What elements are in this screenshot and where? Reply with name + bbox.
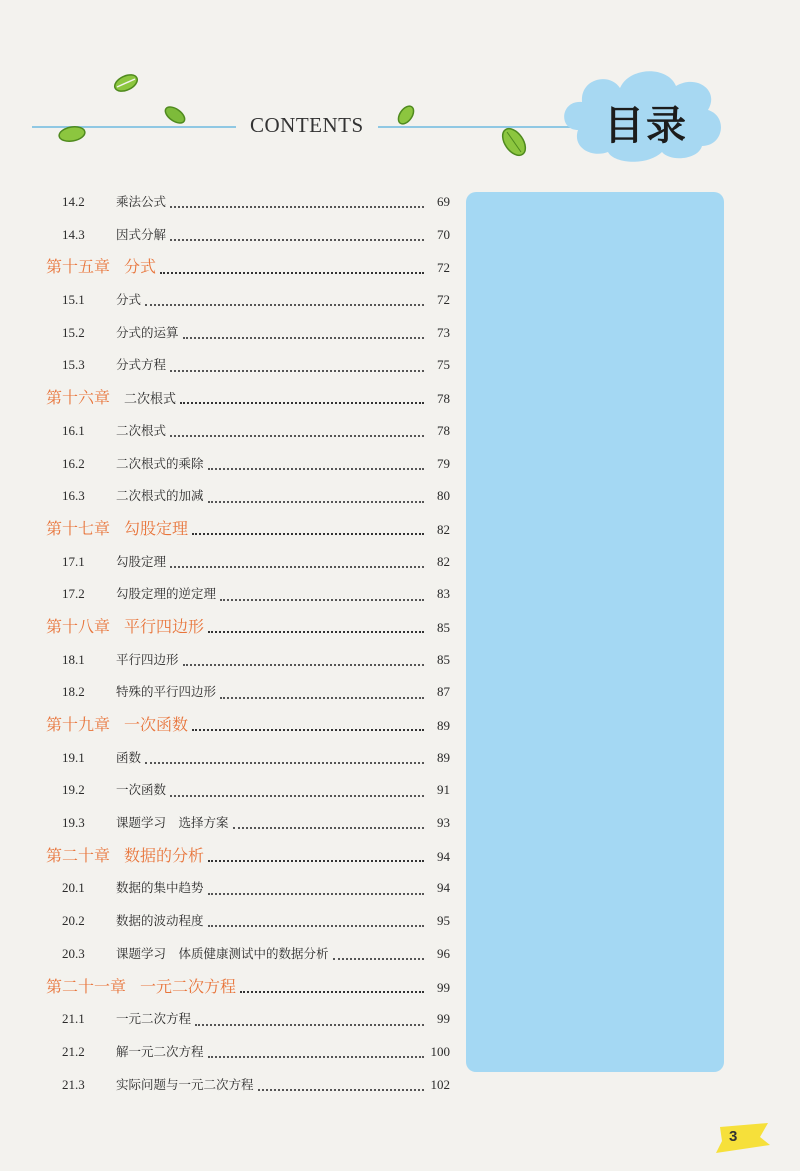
toc-section-row[interactable] (46, 644, 450, 677)
dot-leader (258, 1089, 424, 1091)
page-number-badge (712, 1123, 770, 1153)
toc-page-number: 94 (437, 880, 450, 896)
toc-section-row[interactable] (46, 1036, 450, 1069)
toc-title: 二次根式的加减 (116, 488, 204, 504)
toc-section-row[interactable] (46, 317, 450, 350)
toc-section-row[interactable] (46, 284, 450, 317)
leaf-icon (394, 102, 418, 128)
toc-page-number: 91 (437, 782, 450, 798)
leaf-icon (496, 124, 532, 160)
toc-title: 一次函数 (124, 715, 189, 734)
toc-section-row[interactable] (46, 415, 450, 448)
toc-chapter-row[interactable] (46, 382, 450, 415)
toc-number: 第十五章 (46, 257, 111, 277)
toc-number: 15.2 (62, 324, 85, 340)
toc-section-row[interactable] (46, 905, 450, 938)
toc-page-number: 94 (437, 848, 450, 864)
dot-leader (208, 501, 424, 503)
dot-leader (208, 631, 424, 633)
toc-number: 20.3 (62, 945, 85, 961)
toc-number: 第十八章 (46, 616, 111, 636)
leaf-icon (112, 72, 140, 94)
toc-section-row[interactable] (46, 448, 450, 481)
toc-title: 平行四边形 (124, 616, 205, 636)
toc-title: 分式方程 (116, 357, 167, 373)
toc-title: 一次函数 (116, 782, 167, 798)
dot-leader (192, 533, 424, 535)
toc-page-number: 83 (437, 586, 450, 602)
toc-title: 解一元二次方程 (116, 1043, 204, 1059)
toc-title: 勾股定理 (116, 553, 167, 569)
toc-page-number: 73 (437, 324, 450, 340)
toc-page-number: 85 (437, 651, 450, 667)
toc-title: 勾股定理 (124, 518, 189, 538)
dot-leader (208, 925, 424, 927)
toc-chapter-row[interactable] (46, 513, 450, 546)
toc-page-number: 82 (437, 553, 450, 569)
toc-page-number: 95 (437, 913, 450, 929)
dot-leader (180, 402, 424, 404)
toc-section-row[interactable] (46, 219, 450, 252)
dot-leader (240, 991, 424, 993)
toc-number: 17.1 (62, 553, 85, 569)
toc-number: 19.1 (62, 749, 85, 765)
toc-title: 二次根式的乘除 (116, 455, 204, 471)
toc-number: 第二十一章 (46, 976, 127, 996)
page-number: 3 (729, 1128, 738, 1145)
toc-title: 数据的分析 (124, 845, 205, 865)
dot-leader (220, 697, 424, 699)
toc-title: 勾股定理的逆定理 (116, 586, 217, 602)
dot-leader (145, 304, 424, 306)
toc-page-number: 78 (437, 391, 450, 407)
toc-number: 21.1 (62, 1011, 85, 1027)
toc-title: 课题学习 选择方案 (116, 815, 229, 831)
toc-title: 数据的集中趋势 (116, 880, 204, 896)
toc-section-row[interactable] (46, 1069, 450, 1102)
toc-title: 一元二次方程 (116, 1011, 192, 1027)
toc-page-number: 75 (437, 357, 450, 373)
toc-chapter-row[interactable] (46, 611, 450, 644)
decorative-panel (466, 192, 724, 1072)
leaf-icon (162, 104, 188, 126)
toc-number: 21.2 (62, 1043, 85, 1059)
dot-leader (170, 239, 424, 241)
toc-title: 特殊的平行四边形 (116, 684, 217, 700)
toc-page-number: 93 (437, 815, 450, 831)
toc-number: 15.3 (62, 357, 85, 373)
toc-chapter-row[interactable] (46, 251, 450, 284)
toc-section-row[interactable] (46, 480, 450, 513)
toc-section-row[interactable] (46, 938, 450, 971)
toc-title: 分式 (116, 292, 142, 308)
toc-title: 课题学习 体质健康测试中的数据分析 (116, 945, 329, 961)
toc-number: 18.1 (62, 651, 85, 667)
toc-title: 一元二次方程 (140, 976, 237, 996)
toc-section-row[interactable] (46, 578, 450, 611)
toc-page-number: 79 (437, 455, 450, 471)
toc-page-number: 99 (437, 1011, 450, 1027)
toc-page-number: 89 (437, 718, 450, 733)
toc-number: 16.2 (62, 455, 85, 471)
toc-page-number: 96 (437, 945, 450, 961)
toc-title: 二次根式 (116, 422, 167, 438)
toc-page-number: 100 (430, 1043, 450, 1059)
toc-number: 第十七章 (46, 518, 111, 538)
dot-leader (208, 1056, 424, 1058)
toc-page-number: 80 (437, 488, 450, 504)
toc-number: 18.2 (62, 684, 85, 700)
toc-title: 二次根式 (124, 392, 177, 408)
page-title: 目录 (604, 103, 688, 149)
toc-section-row[interactable] (46, 676, 450, 709)
dot-leader (220, 599, 424, 601)
toc-page-number: 69 (437, 194, 450, 209)
toc-chapter-row[interactable] (46, 840, 450, 873)
toc-number: 16.3 (62, 488, 85, 504)
toc-page-number: 89 (437, 749, 450, 765)
dot-leader (160, 272, 424, 274)
toc-section-row[interactable] (46, 774, 450, 807)
toc-section-row[interactable] (46, 807, 450, 840)
toc-section-row[interactable] (46, 742, 450, 775)
toc-number: 14.2 (62, 194, 85, 209)
toc-page-number: 72 (437, 292, 450, 308)
toc-number: 第十九章 (46, 715, 111, 734)
toc-title: 因式分解 (116, 226, 167, 242)
dot-leader (208, 860, 424, 862)
dot-leader (208, 468, 424, 470)
toc-title: 分式的运算 (116, 324, 179, 340)
toc-number: 第十六章 (46, 388, 111, 408)
dot-leader (170, 370, 424, 372)
toc-page-number: 85 (437, 619, 450, 635)
toc-number: 21.3 (62, 1076, 85, 1092)
toc-number: 19.3 (62, 815, 85, 831)
toc-page-number: 102 (430, 1076, 450, 1092)
toc-title: 平行四边形 (116, 651, 179, 667)
toc-section-row[interactable] (46, 872, 450, 905)
toc-section-row[interactable] (46, 186, 450, 219)
toc-number: 20.1 (62, 880, 85, 896)
toc-chapter-row[interactable] (46, 709, 450, 742)
toc-chapter-row[interactable] (46, 971, 450, 1004)
toc-section-row[interactable] (46, 349, 450, 382)
toc-number: 16.1 (62, 422, 85, 438)
table-of-contents (46, 186, 450, 1101)
toc-title: 乘法公式 (116, 194, 167, 209)
dot-leader (333, 958, 424, 960)
toc-title: 数据的波动程度 (116, 913, 204, 929)
toc-number: 14.3 (62, 226, 85, 242)
toc-number: 19.2 (62, 782, 85, 798)
toc-section-row[interactable] (46, 546, 450, 579)
toc-page-number: 70 (437, 226, 450, 242)
toc-section-row[interactable] (46, 1003, 450, 1036)
dot-leader (208, 893, 424, 895)
dot-leader (170, 435, 424, 437)
dot-leader (183, 337, 424, 339)
toc-page-number: 82 (437, 521, 450, 537)
toc-title: 实际问题与一元二次方程 (116, 1076, 254, 1092)
toc-page-number: 87 (437, 684, 450, 700)
toc-number: 第二十章 (46, 845, 111, 865)
dot-leader (192, 729, 424, 731)
dot-leader (170, 206, 424, 208)
dot-leader (170, 566, 424, 568)
toc-page-number: 72 (437, 260, 450, 276)
toc-number: 15.1 (62, 292, 85, 308)
toc-number: 17.2 (62, 586, 85, 602)
dot-leader (233, 827, 424, 829)
leaf-icon (56, 124, 88, 144)
dot-leader (170, 795, 424, 797)
toc-title: 函数 (116, 749, 142, 765)
dot-leader (195, 1024, 424, 1026)
dot-leader (145, 762, 424, 764)
toc-page-number: 78 (437, 422, 450, 438)
toc-number: 20.2 (62, 913, 85, 929)
toc-title: 分式 (124, 257, 157, 277)
dot-leader (183, 664, 424, 666)
contents-heading: CONTENTS (236, 113, 378, 138)
toc-page-number: 99 (437, 979, 450, 995)
